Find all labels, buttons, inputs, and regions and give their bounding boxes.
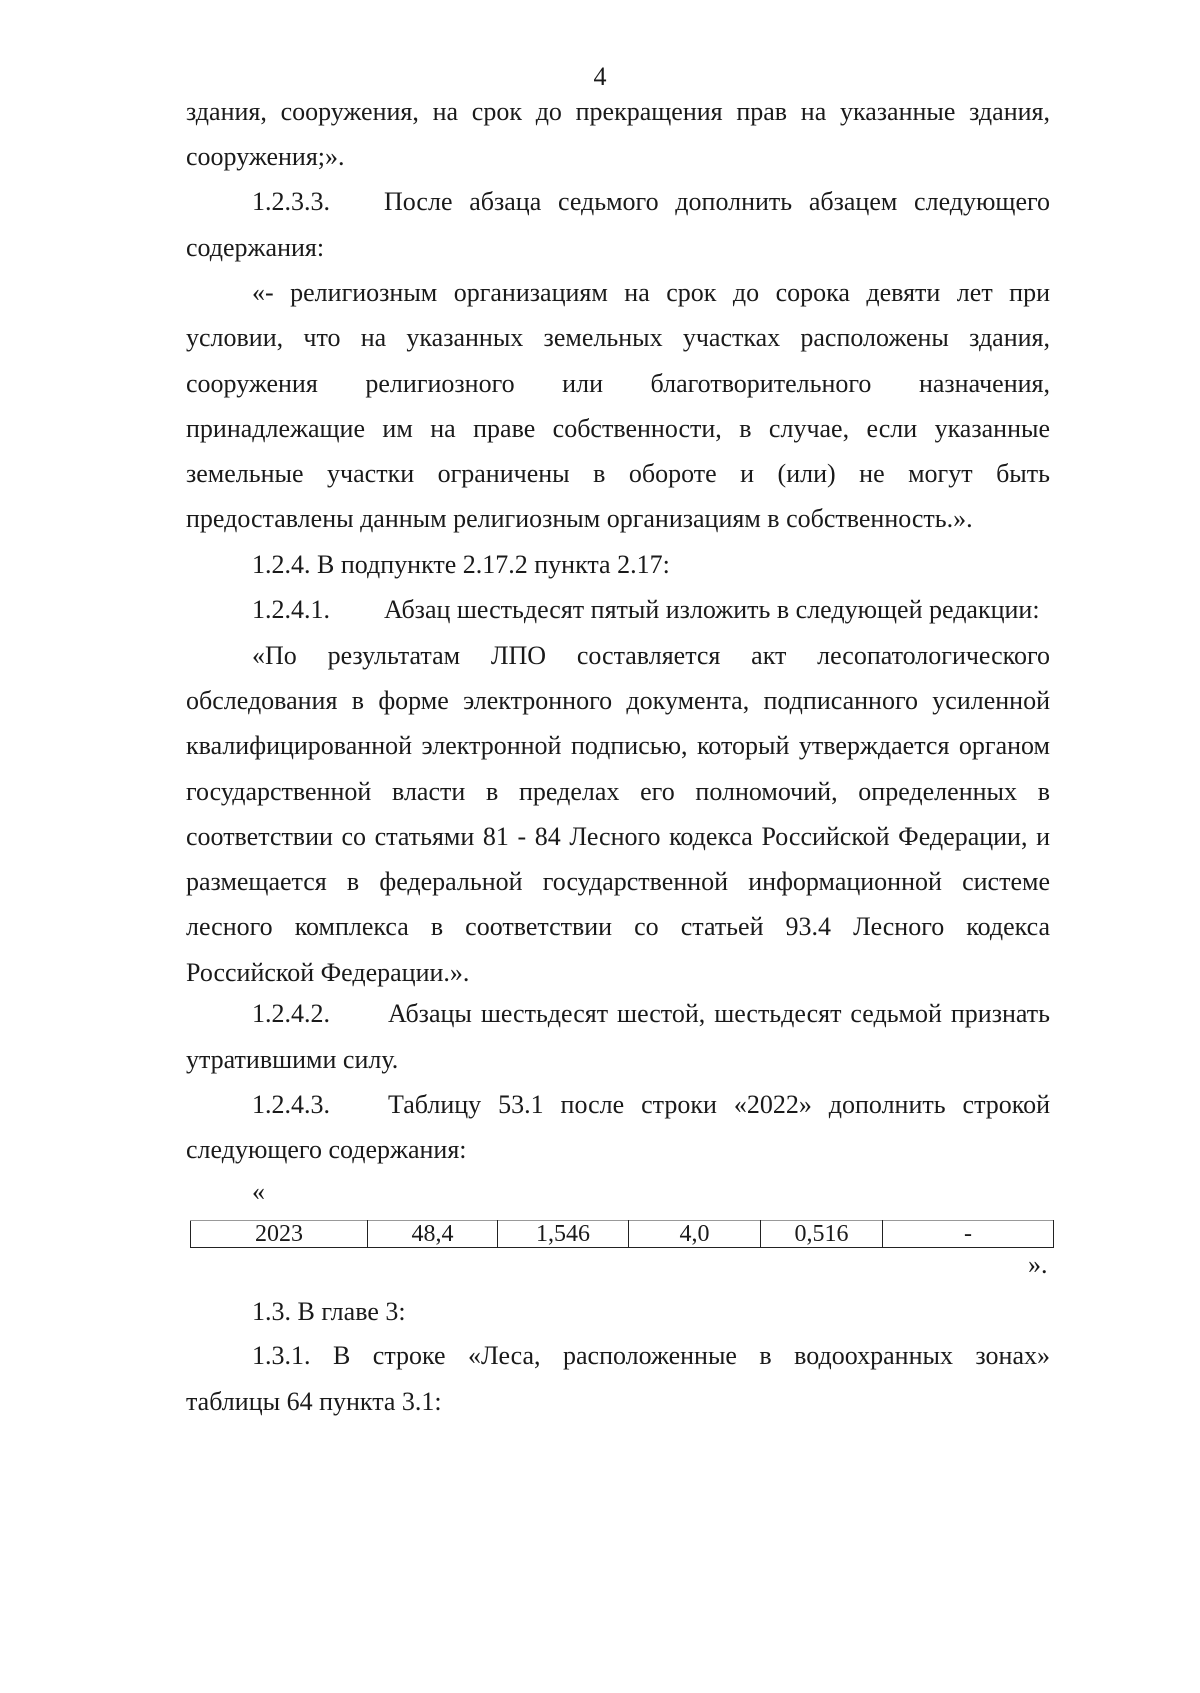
table-cell: 0,516 bbox=[761, 1221, 883, 1248]
clause-line bbox=[252, 594, 1050, 626]
page-number: 4 bbox=[593, 62, 607, 91]
clause-number: 1.2.4.3. bbox=[252, 1090, 330, 1119]
text-line: утратившими силу. bbox=[186, 1045, 399, 1074]
text-line: обследования в форме электронного документа, подписанного усиленной bbox=[186, 686, 1050, 715]
text-line: сооружения;». bbox=[186, 142, 345, 171]
text-line: соответствии со статьями 81 - 84 Лесного кодекса Российской Федерации, и bbox=[186, 822, 1050, 851]
clause-text: После абзаца седьмого дополнить абзацем следующего bbox=[384, 187, 1050, 216]
text-line: «- религиозным организациям на срок до сорока девяти лет при bbox=[252, 278, 1050, 307]
text-line: Российской Федерации.». bbox=[186, 958, 470, 987]
text-line: таблицы 64 пункта 3.1: bbox=[186, 1387, 442, 1416]
text-line: содержания: bbox=[186, 233, 325, 262]
table-cell: 1,546 bbox=[498, 1221, 629, 1248]
text-line: лесного комплекса в соответствии со статьей 93.4 Лесного кодекса bbox=[186, 912, 1050, 941]
table-cell: 4,0 bbox=[629, 1221, 761, 1248]
table-cell: 48,4 bbox=[368, 1221, 498, 1248]
clause-number: 1.2.4.1. bbox=[252, 595, 330, 624]
text-line: «По результатам ЛПО составляется акт лесопатологического bbox=[252, 641, 1050, 670]
clause-heading: 1.2.4. В подпункте 2.17.2 пункта 2.17: bbox=[252, 550, 670, 579]
clause-line bbox=[252, 1089, 1050, 1121]
clause-text: Абзацы шестьдесят шестой, шестьдесят седьмой признать bbox=[388, 999, 1050, 1028]
text-line: квалифицированной электронной подписью, который утверждается органом bbox=[186, 731, 1050, 760]
open-quote: « bbox=[252, 1177, 265, 1206]
text-line: условии, что на указанных земельных участках расположены здания, bbox=[186, 323, 1050, 352]
text-line: принадлежащие им на праве собственности, в случае, если указанные bbox=[186, 414, 1050, 443]
text-line: 1.3.1. В строке «Леса, расположенные в водоохранных зонах» bbox=[252, 1341, 1050, 1370]
text-line: размещается в федеральной государственной информационной системе bbox=[186, 867, 1050, 896]
clause-line bbox=[252, 186, 1050, 218]
table-row bbox=[191, 1221, 1054, 1248]
text-line: предоставлены данным религиозным организациям в собственность.». bbox=[186, 504, 973, 533]
chapter-heading: 1.3. В главе 3: bbox=[252, 1297, 406, 1326]
text-line: земельные участки ограничены в обороте и (или) не могут быть bbox=[186, 459, 1050, 488]
close-quote: ». bbox=[1028, 1250, 1048, 1279]
clause-line bbox=[252, 998, 1050, 1030]
table-cell: - bbox=[883, 1221, 1054, 1248]
clause-text: Абзац шестьдесят пятый изложить в следующей редакции: bbox=[384, 595, 1040, 624]
text-line: государственной власти в пределах его полномочий, определенных в bbox=[186, 777, 1050, 806]
clause-text: Таблицу 53.1 после строки «2022» дополнить строкой bbox=[388, 1090, 1050, 1119]
text-line: следующего содержания: bbox=[186, 1135, 467, 1164]
clause-number: 1.2.3.3. bbox=[252, 187, 330, 216]
text-line: здания, сооружения, на срок до прекращения прав на указанные здания, bbox=[186, 97, 1050, 126]
clause-number: 1.2.4.2. bbox=[252, 999, 330, 1028]
table-cell-year: 2023 bbox=[191, 1221, 368, 1248]
text-line: сооружения религиозного или благотворительного назначения, bbox=[186, 369, 1050, 398]
inserted-table-row bbox=[190, 1220, 1054, 1248]
